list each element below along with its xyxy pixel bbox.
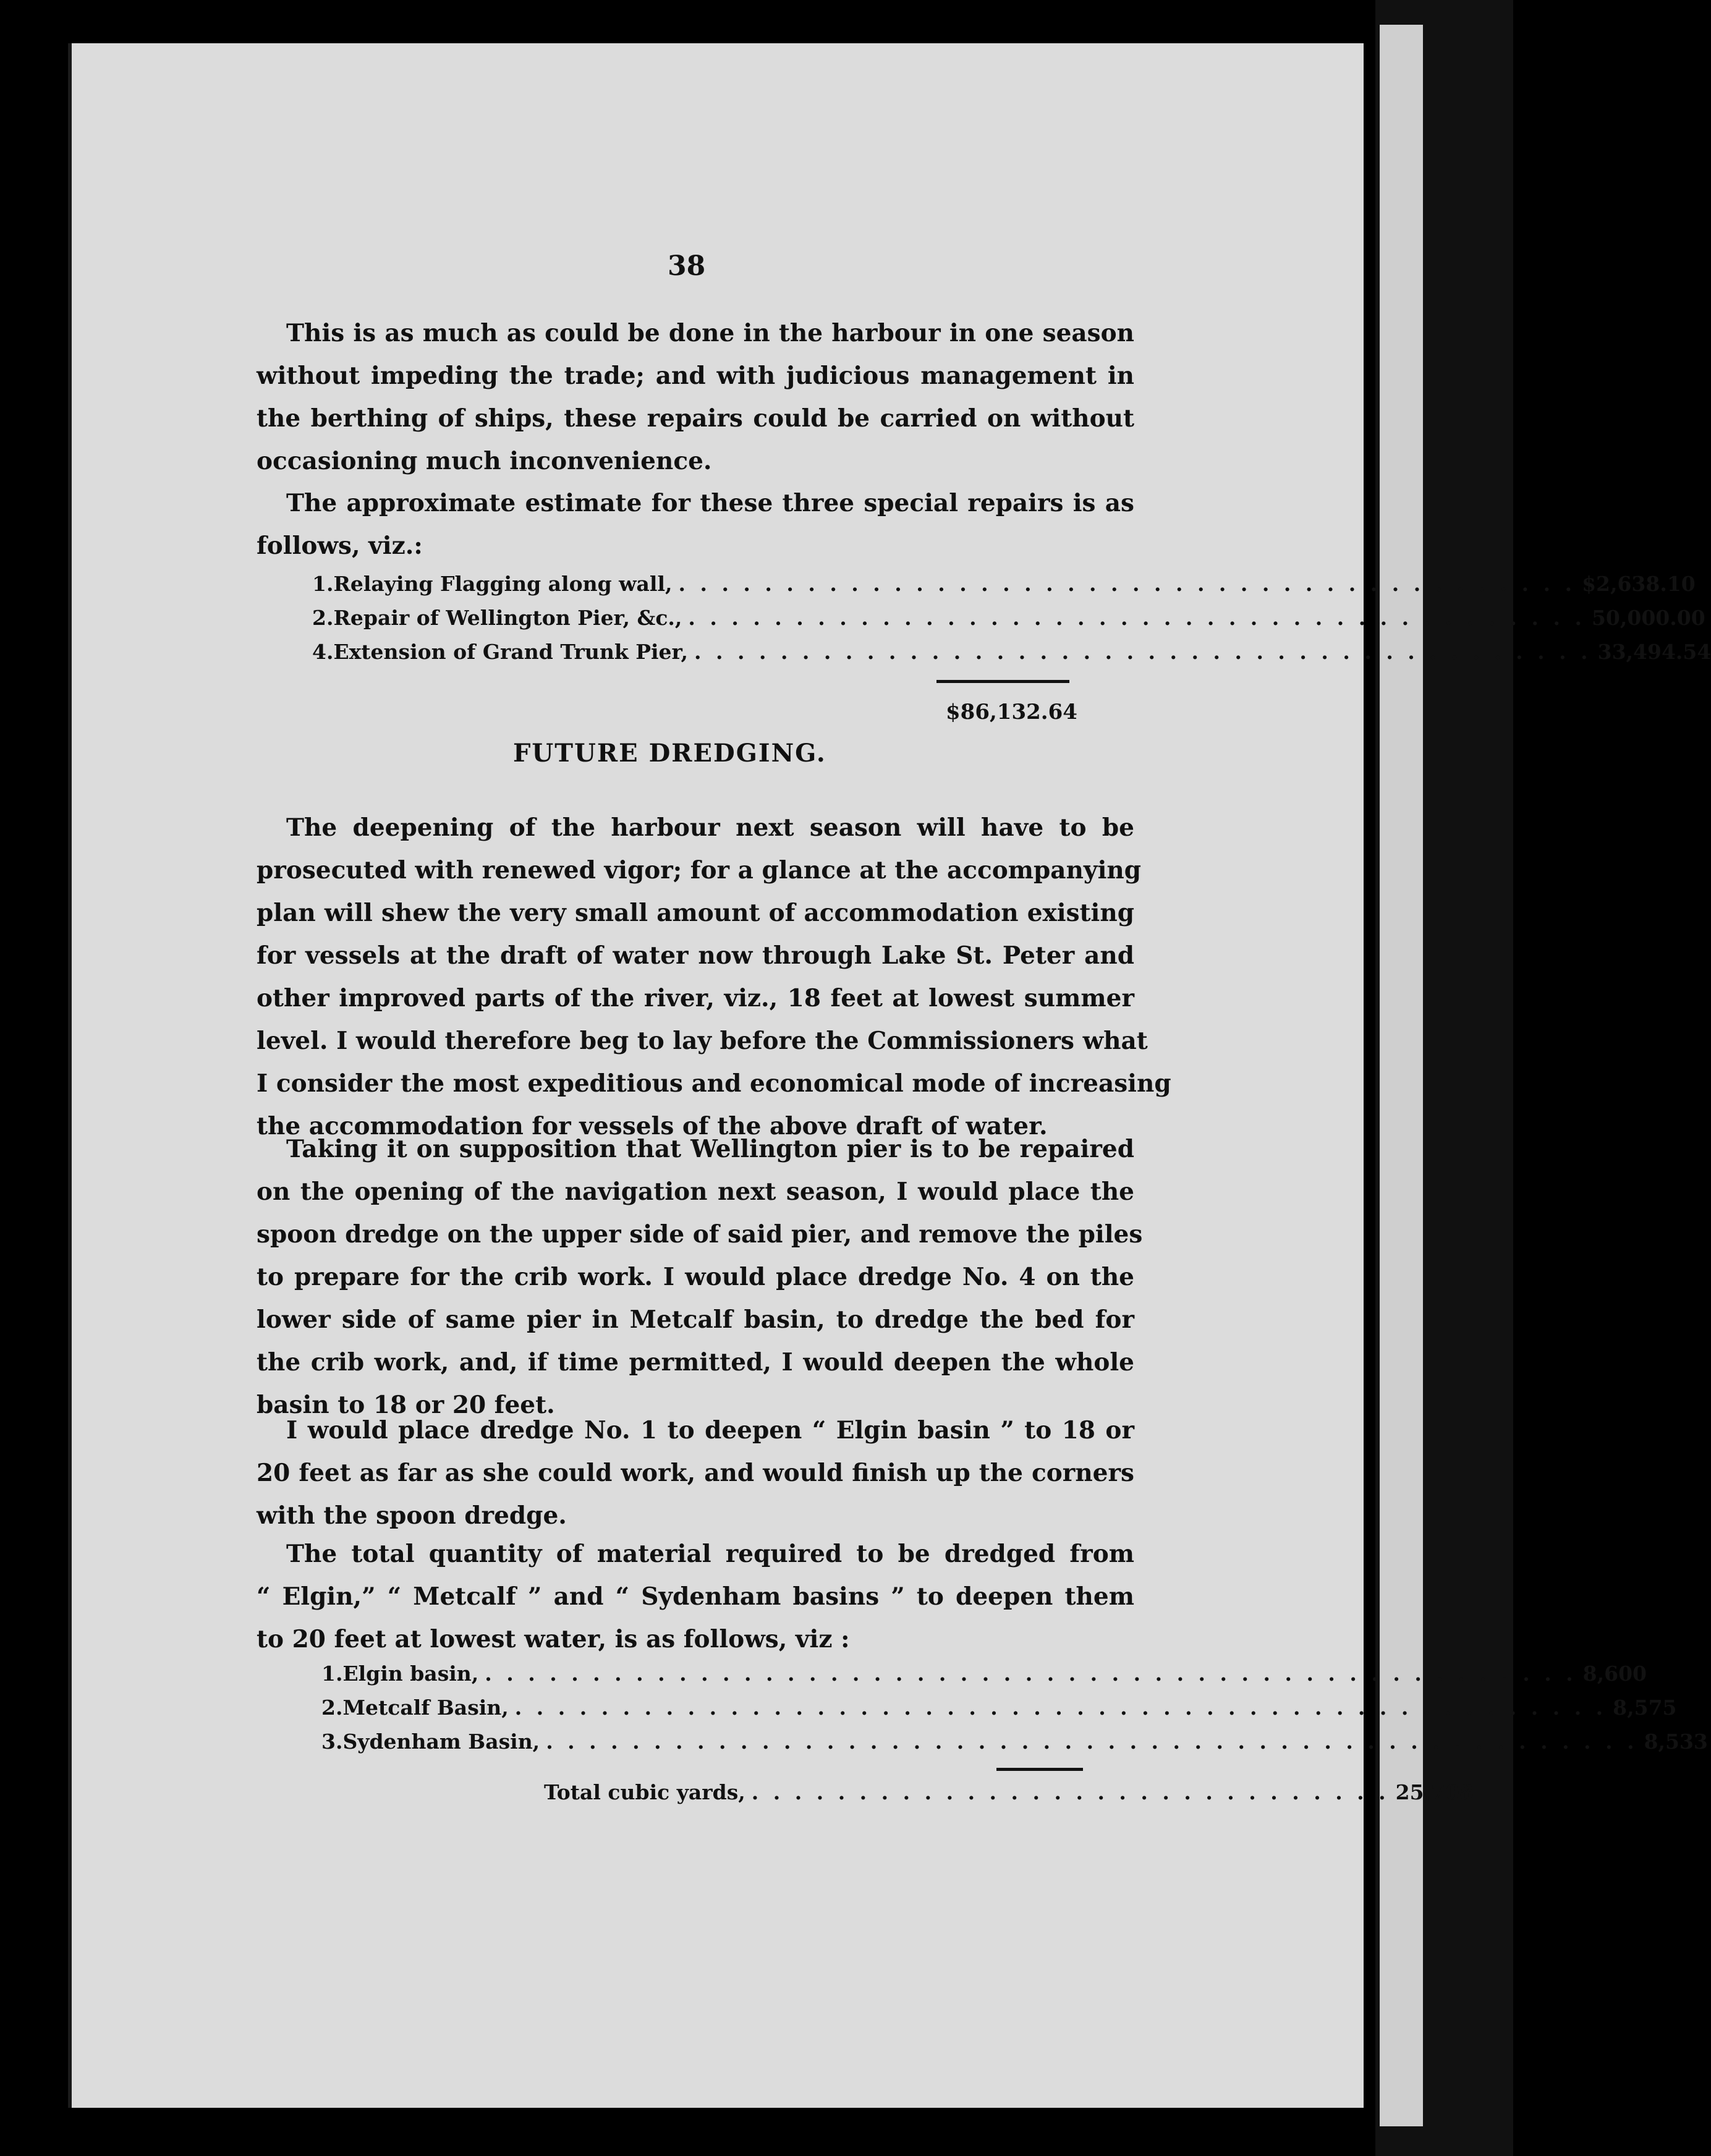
- total-row: [544, 1780, 1474, 1814]
- text-line: This is as much as could be done in the harbour in one season: [286, 319, 1134, 347]
- text-line: The approximate estimate for these three special repairs is as: [286, 489, 1134, 517]
- text-line: prosecuted with renewed vigor; for a glance at the accompanying: [257, 856, 1142, 885]
- item-number: 4.: [312, 640, 334, 664]
- item-amount: 8,600: [1582, 1662, 1647, 1686]
- dot-leader: . . . . . . . . . . . . . . . . . . . . . . . . . . . . . . . . . . . . . . . . . . . . . . . . . . .: [546, 1729, 1638, 1754]
- repairs-total: $86,132.64: [946, 700, 1077, 724]
- item-number: 1.: [321, 1662, 343, 1686]
- text-line: the accommodation for vessels of the above draft of water.: [257, 1112, 1048, 1140]
- dot-leader: . . . . . . . . . . . . . . . . . . . . . . . . . . . . . . . . . . . . . . . . . . . . . . . . . . .: [514, 1696, 1607, 1720]
- paragraph-deepening: [257, 807, 1171, 1148]
- dot-leader: . . . . . . . . . . . . . . . . . . . . . . . . . . . . . . . . . . . . . . . . . .: [694, 640, 1592, 664]
- page-number: 38: [668, 250, 706, 282]
- item-number: 2.: [312, 606, 334, 630]
- dot-leader: . . . . . . . . . . . . . . . . . . . . . . . . . . . . . . . . . . . . . . . . . . . . . . . . . . .: [485, 1662, 1577, 1686]
- item-amount: $2,638.10: [1582, 572, 1696, 596]
- paragraph-wellington: [257, 1128, 1143, 1427]
- sum-rule: [936, 680, 1069, 683]
- dot-leader: . . . . . . . . . . . . . . . . . . . . . . . . . . . . . . . . . . . . . . . . . .: [678, 572, 1576, 596]
- list-item: [321, 1662, 1647, 1696]
- text-line: for vessels at the draft of water now through Lake St. Peter and: [257, 941, 1134, 970]
- total-amount: 25,708: [1395, 1780, 1474, 1804]
- estimate-paragraph: [257, 482, 1134, 567]
- section-heading: FUTURE DREDGING.: [513, 739, 826, 768]
- text-line: without impeding the trade; and with judicious management in: [257, 362, 1134, 390]
- text-line: basin to 18 or 20 feet.: [257, 1391, 555, 1419]
- text-line: to 20 feet at lowest water, is as follows, viz :: [257, 1625, 850, 1653]
- text-line: spoon dredge on the upper side of said pier, and remove the piles: [257, 1220, 1143, 1249]
- item-number: 2.: [321, 1696, 343, 1720]
- text-line: follows, viz.:: [257, 532, 423, 560]
- list-item: [321, 1696, 1677, 1729]
- item-amount: 8,533: [1644, 1729, 1708, 1754]
- text-line: plan will shew the very small amount of accommodation existing: [257, 899, 1134, 927]
- item-amount: 50,000.00: [1591, 606, 1705, 630]
- item-label: Sydenham Basin,: [342, 1729, 540, 1754]
- list-item: [312, 606, 1705, 640]
- text-line: on the opening of the navigation next season, I would place the: [257, 1178, 1134, 1206]
- text-line: The total quantity of material required to be dredged from: [286, 1540, 1134, 1568]
- text-line: “ Elgin,” “ Metcalf ” and “ Sydenham basins ” to deepen them: [257, 1582, 1134, 1611]
- text-line: other improved parts of the river, viz., 18 feet at lowest summer: [257, 984, 1134, 1012]
- intro-paragraph: [257, 312, 1134, 483]
- text-line: to prepare for the crib work. I would place dredge No. 4 on the: [257, 1263, 1134, 1291]
- item-label: Repair of Wellington Pier, &c.,: [333, 606, 682, 630]
- dot-leader: . . . . . . . . . . . . . . . . . . . . . . . . . . . . . . . . . . . . . . . . . .: [688, 606, 1586, 630]
- item-label: Metcalf Basin,: [342, 1696, 509, 1720]
- repairs-list: [312, 572, 1711, 674]
- text-line: occasioning much inconvenience.: [257, 447, 712, 475]
- text-line: I would place dredge No. 1 to deepen “ Elgin basin ” to 18 or: [286, 1416, 1134, 1445]
- text-line: level. I would therefore beg to lay before the Commissioners what: [257, 1027, 1148, 1055]
- item-amount: 8,575: [1613, 1696, 1677, 1720]
- list-item: [321, 1729, 1708, 1763]
- text-line: with the spoon dredge.: [257, 1501, 567, 1530]
- text-line: I consider the most expeditious and economical mode of increasing: [257, 1069, 1171, 1098]
- list-item: [312, 640, 1711, 674]
- text-line: Taking it on supposition that Wellington pier is to be repaired: [286, 1135, 1134, 1163]
- text-line: The deepening of the harbour next season will have to be: [286, 813, 1134, 842]
- item-label: Relaying Flagging along wall,: [333, 572, 673, 596]
- sum-rule: [996, 1768, 1083, 1771]
- text-line: lower side of same pier in Metcalf basin, to dredge the bed for: [257, 1305, 1134, 1334]
- item-number: 3.: [321, 1729, 343, 1754]
- facing-page-strip: [1380, 25, 1423, 2126]
- text-line: 20 feet as far as she could work, and would finish up the corners: [257, 1459, 1134, 1487]
- text-line: the berthing of ships, these repairs could be carried on without: [257, 404, 1134, 433]
- total-label: Total cubic yards,: [544, 1780, 745, 1804]
- paragraph-quantity: [257, 1533, 1134, 1661]
- basins-total-row: [544, 1780, 1474, 1814]
- basins-list: [321, 1662, 1708, 1763]
- item-label: Elgin basin,: [342, 1662, 479, 1686]
- text-line: the crib work, and, if time permitted, I would deepen the whole: [257, 1348, 1134, 1377]
- item-amount: 33,494.54: [1597, 640, 1711, 664]
- item-number: 1.: [312, 572, 334, 596]
- dot-leader: . . . . . . . . . . . . . . . . . . . . . . . . . . . . . .: [751, 1780, 1390, 1804]
- item-label: Extension of Grand Trunk Pier,: [333, 640, 689, 664]
- paragraph-elgin: [257, 1409, 1134, 1537]
- list-item: [312, 572, 1696, 606]
